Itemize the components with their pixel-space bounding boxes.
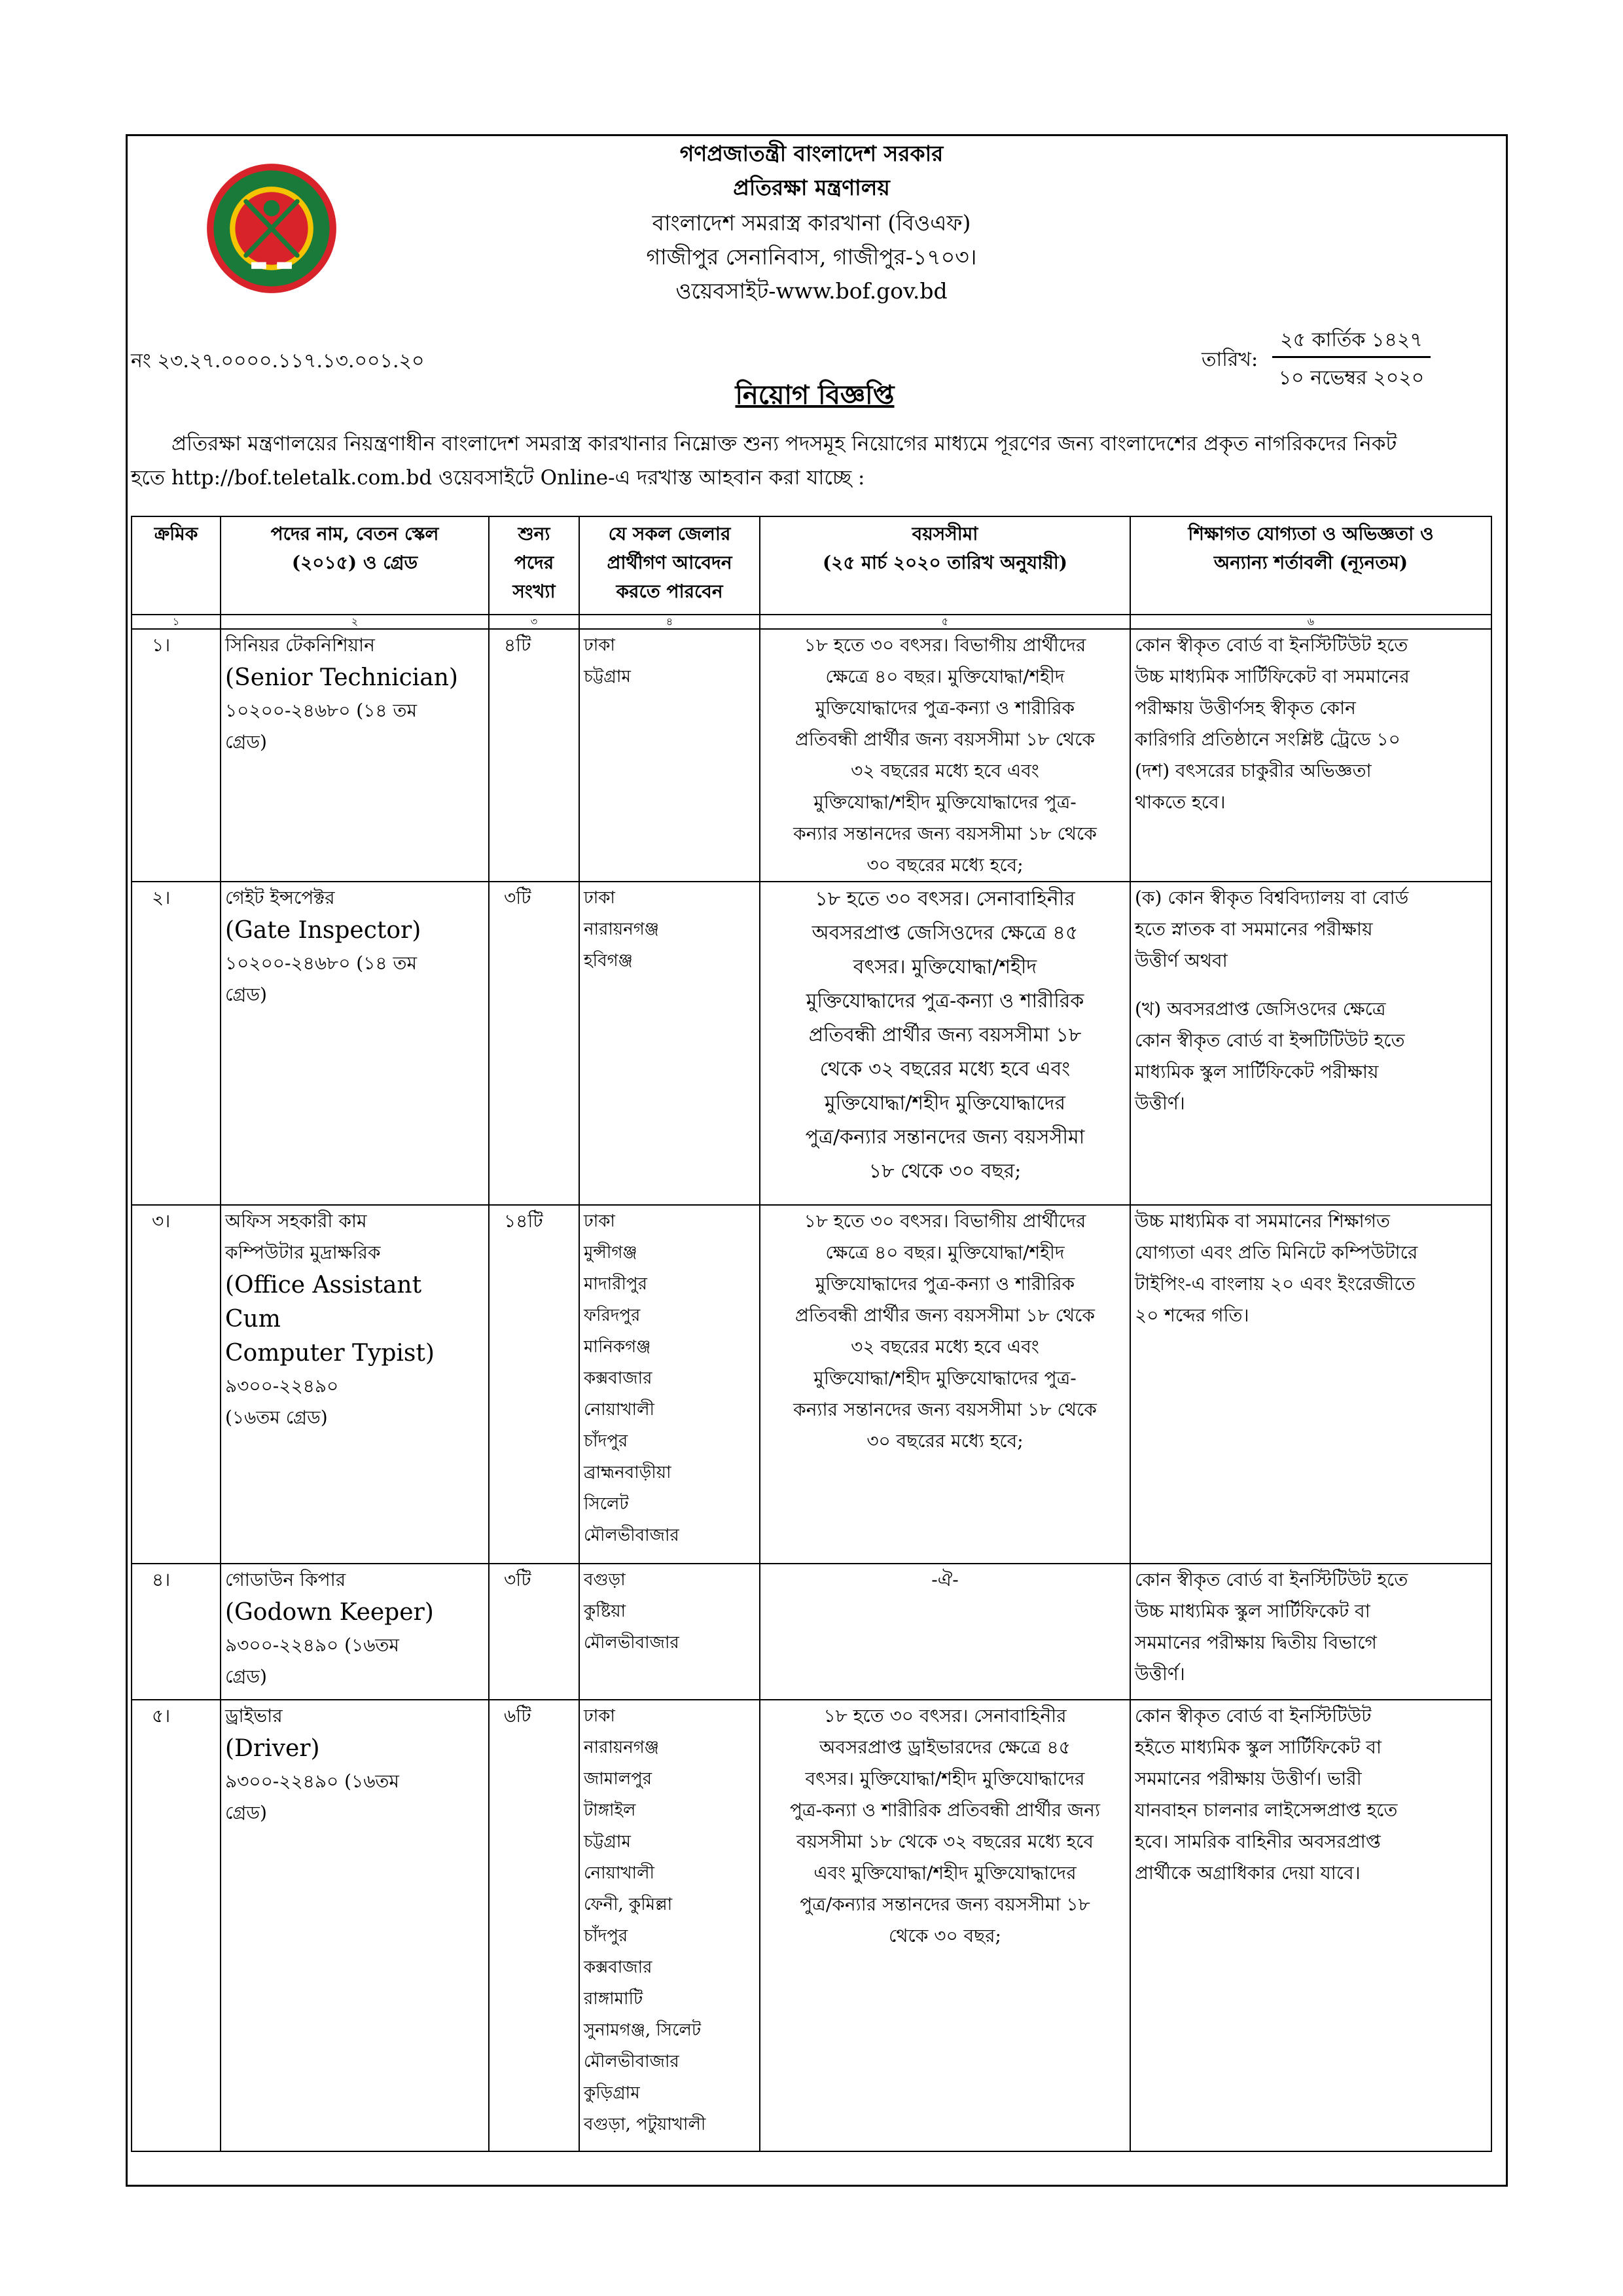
cell-line: পুত্র-কন্যা ও শারীরিক প্রতিবন্ধী প্রার্থীর জন্য (790, 1799, 1100, 1821)
cell-line: মৌলভীবাজার (584, 1633, 679, 1653)
qualification-a (1135, 882, 1487, 977)
cell-line: কক্সবাজার (584, 1369, 652, 1388)
cell-line: ফেনী, কুমিল্লা (584, 1895, 673, 1914)
cell-line: ১৮ হতে ৩০ বৎসর। সেনাবাহিনীর (815, 888, 1075, 910)
cell-line: কন্যার সন্তানদের জন্য বয়সসীমা ১৮ থেকে (793, 1399, 1097, 1420)
cell-line: থেকে ৩২ বছরের মধ্যে হবে এবং (819, 1058, 1071, 1081)
cell-line: কোন স্বীকৃত বোর্ড বা ইনস্টিটিউট (1135, 1705, 1372, 1727)
cell-line: নারায়নগঞ্জ (584, 920, 659, 939)
cell-line: ফরিদপুর (584, 1306, 641, 1325)
qualification (1130, 629, 1491, 882)
cell-line: ১৮ থেকে ৩০ বছর; (868, 1160, 1022, 1183)
cell-line: প্রার্থীকে অগ্রাধিকার দেয়া যাবে। (1135, 1862, 1361, 1884)
cell-line: মুক্তিযোদ্ধাদের পুত্র-কন্যা ও শারীরিক (815, 697, 1075, 719)
cell-line: উত্তীর্ণ। (1135, 1092, 1185, 1114)
cell-line: কারিগরি প্রতিষ্ঠানে সংশ্লিষ্ট ট্রেডে ১০ (1135, 728, 1400, 750)
table-row (132, 1205, 1491, 1564)
cell-line: নোয়াখালী (584, 1400, 654, 1420)
vacancy-count: ১৪টি (489, 1205, 579, 1564)
cell-line: টাইপিং-এ বাংলায় ২০ এবং ইংরেজীতে (1135, 1273, 1416, 1295)
cell-line: ৩০ বছরের মধ্যে হবে; (866, 1430, 1024, 1452)
cell-line: থেকে ৩০ বছর; (889, 1925, 1001, 1946)
qualification-b (1135, 994, 1487, 1119)
col-number: ৪ (579, 615, 760, 629)
cell-line: সমমানের পরীক্ষায় দ্বিতীয় বিভাগে (1135, 1632, 1377, 1653)
cell-line: পুত্র/কন্যার সন্তানদের জন্য বয়সসীমা (805, 1126, 1085, 1149)
cell-line: এবং মুক্তিযোদ্ধা/শহীদ মুক্তিযোদ্ধাদের (813, 1862, 1077, 1884)
qualification (1130, 1564, 1491, 1700)
row-serial: ৩। (132, 1205, 221, 1564)
cell-line: মানিকগঞ্জ (584, 1337, 651, 1357)
org-name: বাংলাদেশ সমরাস্ত্র কারখানা (বিওএফ) (652, 210, 971, 236)
bof-emblem-logo (204, 161, 339, 296)
cell-line: ঢাকা (584, 888, 615, 908)
cell-line: ১৮ হতে ৩০ বৎসর। বিভাগীয় প্রার্থীদের (804, 1210, 1086, 1232)
cell-line: হতে স্নাতক বা সমমানের পরীক্ষায় (1135, 918, 1373, 940)
header-vacancy: শুন্য পদের সংখ্যা (489, 516, 579, 615)
cell-line: মৌলভীবাজার (584, 1526, 679, 1545)
qualification (1130, 882, 1491, 1205)
district-list (579, 1205, 760, 1564)
age-limit (760, 629, 1130, 882)
cell-line: মুন্সীগঞ্জ (584, 1243, 637, 1263)
org-address: গাজীপুর সেনানিবাস, গাজীপুর-১৭০৩। (646, 244, 977, 270)
cell-line: কন্যার সন্তানদের জন্য বয়সসীমা ১৮ থেকে (793, 823, 1097, 844)
cell-line: উচ্চ মাধ্যমিক স্কুল সার্টিফিকেট বা (1135, 1600, 1370, 1622)
cell-line: নারায়নগঞ্জ (584, 1738, 659, 1757)
cell-line: হইতে মাধ্যমিক স্কুল সার্টিফিকেট বা (1135, 1736, 1382, 1758)
vacancy-count: ৩টি (489, 1564, 579, 1700)
cell-line: ঢাকা (584, 636, 615, 655)
header-qualification: শিক্ষাগত যোগ্যতা ও অভিজ্ঞতা ও অন্যান্য শর্তাবলী (ন্যূনতম) (1130, 516, 1491, 615)
cell-line: উচ্চ মাধ্যমিক সার্টিফিকেট বা সমমানের (1135, 666, 1410, 687)
cell-line: মুক্তিযোদ্ধাদের পুত্র-কন্যা ও শারীরিক (815, 1273, 1075, 1295)
post-cell: ড্রাইভার (Driver) ৯৩০০-২২৪৯০ (১৬তম গ্রেড) (221, 1700, 489, 2151)
col-number: ২ (221, 615, 489, 629)
cell-line: বগুড়া (584, 1570, 626, 1590)
cell-line: সমমানের পরীক্ষায় উত্তীর্ণ। ভারী (1135, 1768, 1362, 1789)
cell-line: -ঐ- (931, 1569, 959, 1590)
cell-line: মৌলভীবাজার (584, 2052, 679, 2072)
row-serial: ১। (132, 629, 221, 882)
notice-title: নিয়োগ বিজ্ঞপ্তি (735, 380, 895, 410)
cell-line: মুক্তিযোদ্ধা/শহীদ মুক্তিযোদ্ধাদের পুত্র- (813, 1367, 1077, 1389)
govt-title: গণপ্রজাতন্ত্রী বাংলাদেশ সরকার (679, 141, 944, 166)
cell-line: মাদারীপুর (584, 1274, 647, 1294)
col-number: ৩ (489, 615, 579, 629)
cell-line: নোয়াখালী (584, 1863, 654, 1883)
district-list (579, 629, 760, 882)
cell-line: প্রতিবন্ধী প্রার্থীর জন্য বয়সসীমা ১৮ থেকে (794, 1304, 1096, 1326)
cell-line: কুষ্টিয়া (584, 1602, 626, 1621)
age-limit (760, 1564, 1130, 1700)
date-label: তারিখ: (1202, 348, 1258, 371)
vacancy-count: ৩টি (489, 882, 579, 1205)
cell-line: যোগ্যতা এবং প্রতি মিনিটে কম্পিউটারে (1135, 1242, 1418, 1263)
cell-line: উত্তীর্ণ অথবা (1135, 950, 1228, 971)
cell-line: ঢাকা (584, 1706, 615, 1726)
cell-line: কোন স্বীকৃত বোর্ড বা ইন্সটিটিউট হতে (1135, 1030, 1405, 1051)
cell-line: ৩২ বছরের মধ্যে হবে এবং (851, 1336, 1039, 1357)
cell-line: ১৮ হতে ৩০ বৎসর। বিভাগীয় প্রার্থীদের (804, 634, 1086, 656)
cell-line: ব্রাহ্মনবাড়ীয়া (584, 1463, 671, 1482)
ministry-title: প্রতিরক্ষা মন্ত্রণালয় (733, 175, 890, 200)
cell-line: ১৮ হতে ৩০ বৎসর। সেনাবাহিনীর (823, 1705, 1067, 1727)
vacancy-count: ৬টি (489, 1700, 579, 2151)
district-list (579, 1700, 760, 2151)
cell-line: সিলেট (584, 1494, 629, 1514)
cell-line: মুক্তিযোদ্ধাদের পুত্র-কন্যা ও শারীরিক (806, 990, 1084, 1013)
cell-line: বৎসর। মুক্তিযোদ্ধা/শহীদ মুক্তিযোদ্ধাদের (805, 1768, 1085, 1789)
cell-line: সুনামগঞ্জ, সিলেট (584, 2020, 702, 2040)
table-row (132, 629, 1491, 882)
age-limit (760, 882, 1130, 1205)
post-cell: অফিস সহকারী কাম কম্পিউটার মুদ্রাক্ষরিক (Office Assistant Cum Computer Typist) ৯৩০০-২২৪৯০ (১৬তম গ্রেড) (221, 1205, 489, 1564)
header-post: পদের নাম, বেতন স্কেল (২০১৫) ও গ্রেড (221, 516, 489, 615)
cell-line: উচ্চ মাধ্যমিক বা সমমানের শিক্ষাগত (1135, 1210, 1391, 1232)
cell-line: ক্ষেত্রে ৪০ বছর। মুক্তিযোদ্ধা/শহীদ (825, 1242, 1065, 1263)
cell-line: চট্টগ্রাম (584, 1832, 631, 1852)
cell-line: বয়সসীমা ১৮ থেকে ৩২ বছরের মধ্যে হবে (796, 1831, 1094, 1852)
table-row (132, 882, 1491, 1205)
header-age: বয়সসীমা (২৫ মার্চ ২০২০ তারিখ অনুযায়ী) (760, 516, 1130, 615)
district-list (579, 1564, 760, 1700)
col-number: ৬ (1130, 615, 1491, 629)
date-english: ১০ নভেম্বর ২০২০ (1278, 367, 1425, 389)
cell-line: হবিগঞ্জ (584, 951, 633, 971)
cell-line: চট্টগ্রাম (584, 667, 631, 687)
cell-line: চাঁদপুর (584, 1926, 628, 1946)
post-cell: গেইট ইন্সপেক্টর (Gate Inspector) ১০২০০-২৪৬৮০ (১৪ তম গ্রেড) (221, 882, 489, 1205)
cell-line: মাধ্যমিক স্কুল সার্টিফিকেট পরীক্ষায় (1135, 1061, 1379, 1083)
table-header-row (132, 516, 1491, 615)
cell-line: হবে। সামরিক বাহিনীর অবসরপ্রাপ্ত (1135, 1831, 1381, 1852)
cell-line: প্রতিবন্ধী প্রার্থীর জন্য বয়সসীমা ১৮ থেকে (794, 728, 1096, 750)
post-cell: সিনিয়র টেকনিশিয়ান (Senior Technician) ১০২০০-২৪৬৮০ (১৪ তম গ্রেড) (221, 629, 489, 882)
cell-line: চাঁদপুর (584, 1431, 628, 1451)
col-number: ৫ (760, 615, 1130, 629)
vacancy-table (131, 516, 1492, 2152)
cell-line: ক্ষেত্রে ৪০ বছর। মুক্তিযোদ্ধা/শহীদ (825, 666, 1065, 687)
cell-line: (ক) কোন স্বীকৃত বিশ্ববিদ্যালয় বা বোর্ড (1135, 887, 1409, 908)
org-website: ওয়েবসাইট-www.bof.gov.bd (675, 278, 948, 304)
date-bangla: ২৫ কার্তিক ১৪২৭ (1280, 329, 1423, 351)
cell-line: যানবাহন চালনার লাইসেন্সপ্রাপ্ত হতে (1135, 1799, 1398, 1821)
cell-line: জামালপুর (584, 1769, 652, 1789)
cell-line: পরীক্ষায় উত্তীর্ণসহ স্বীকৃত কোন (1135, 697, 1356, 719)
cell-line: কক্সবাজার (584, 1958, 652, 1977)
district-list (579, 882, 760, 1205)
column-number-row (132, 615, 1491, 629)
qualification (1130, 1700, 1491, 2151)
date-divider (1272, 356, 1431, 358)
row-serial: ৫। (132, 1700, 221, 2151)
cell-line: কোন স্বীকৃত বোর্ড বা ইনস্টিটিউট হতে (1135, 1569, 1408, 1590)
cell-line: কোন স্বীকৃত বোর্ড বা ইনস্টিটিউট হতে (1135, 634, 1408, 656)
row-serial: ২। (132, 882, 221, 1205)
age-limit (760, 1700, 1130, 2151)
intro-line-1: প্রতিরক্ষা মন্ত্রণালয়ের নিয়ন্ত্রণাধীন বাংলাদেশ সমরাস্ত্র কারখানার নিম্নোক্ত শুন্য পদসমূহ নিয়োগের মাধ্যমে পূরণের জন্য বাংলাদেশের প্রকৃত নাগরিকদের নিকট (171, 432, 1397, 456)
cell-line: মুক্তিযোদ্ধা/শহীদ মুক্তিযোদ্ধাদের (824, 1092, 1066, 1115)
header-districts: যে সকল জেলার প্রার্থীগণ আবেদন করতে পারবেন (579, 516, 760, 615)
cell-line: বৎসর। মুক্তিযোদ্ধা/শহীদ (853, 956, 1037, 978)
cell-line: ৩০ বছরের মধ্যে হবে; (866, 854, 1024, 876)
memo-number: নং ২৩.২৭.০০০০.১১৭.১৩.০০১.২০ (131, 350, 425, 372)
qualification (1130, 1205, 1491, 1564)
post-cell: গোডাউন কিপার (Godown Keeper) ৯৩০০-২২৪৯০ (১৬তম গ্রেড) (221, 1564, 489, 1700)
intro-line-2: হতে http://bof.teletalk.com.bd ওয়েবসাইটে Online-এ দরখাস্ত আহবান করা যাচ্ছে : (131, 466, 865, 490)
cell-line: বগুড়া, পটুয়াখালী (584, 2115, 706, 2134)
table-row (132, 1564, 1491, 1700)
cell-line: অবসরপ্রাপ্ত ড্রাইভারদের ক্ষেত্রে ৪৫ (819, 1736, 1071, 1758)
cell-line: উত্তীর্ণ। (1135, 1663, 1185, 1685)
age-limit (760, 1205, 1130, 1564)
cell-line: পুত্র/কন্যার সন্তানদের জন্য বয়সসীমা ১৮ (800, 1893, 1090, 1915)
cell-line: অবসরপ্রাপ্ত জেসিওদের ক্ষেত্রে ৪৫ (812, 922, 1079, 944)
cell-line: ৩২ বছরের মধ্যে হবে এবং (851, 760, 1039, 781)
cell-line: প্রতিবন্ধী প্রার্থীর জন্য বয়সসীমা ১৮ (808, 1024, 1082, 1047)
cell-line: (দশ) বৎসরের চাকুরীর অভিজ্ঞতা (1135, 760, 1372, 781)
cell-line: রাঙ্গামাটি (584, 1989, 643, 2009)
cell-line: কুড়িগ্রাম (584, 2083, 640, 2103)
cell-line: থাকতে হবে। (1135, 791, 1226, 813)
cell-line: ঢাকা (584, 1211, 615, 1231)
cell-line: টাঙ্গাইল (584, 1801, 636, 1820)
cell-line: মুক্তিযোদ্ধা/শহীদ মুক্তিযোদ্ধাদের পুত্র- (813, 791, 1077, 813)
row-serial: ৪। (132, 1564, 221, 1700)
cell-line: (খ) অবসরপ্রাপ্ত জেসিওদের ক্ষেত্রে (1135, 998, 1386, 1020)
col-number: ১ (132, 615, 221, 629)
vacancy-count: ৪টি (489, 629, 579, 882)
header-sl: ক্রমিক (132, 516, 221, 615)
cell-line: ২০ শব্দের গতি। (1135, 1304, 1249, 1326)
table-row (132, 1700, 1491, 2151)
